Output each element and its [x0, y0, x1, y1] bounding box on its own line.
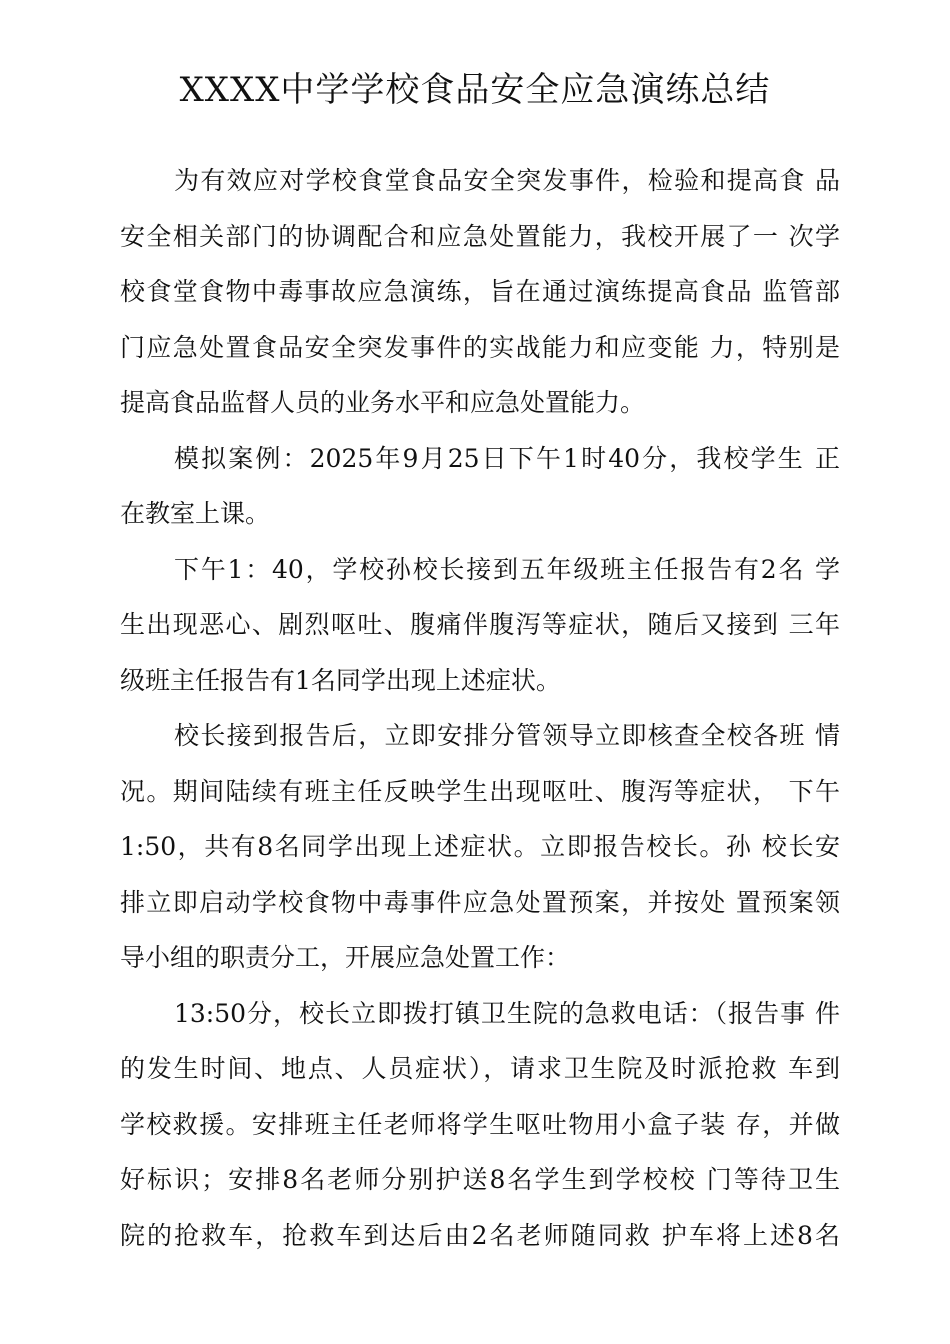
text-line: 13:50分，校长立即拨打镇卫生院的急救电话：（报告事 件 [174, 998, 840, 1028]
text-line: 院的抢救车，抢救车到达后由2名老师随同救 护车将上述8名 [120, 1220, 840, 1250]
text-line: 校长接到报告后，立即安排分管领导立即核查全校各班 情 [174, 721, 840, 750]
text-line: 1:50，共有8名同学出现上述症状。立即报告校长。孙 校长安 [120, 832, 840, 861]
text-line: 导小组的职责分工，开展应急处置工作： [120, 943, 571, 972]
paragraph-rescue [120, 986, 840, 1264]
text-line: 模拟案例：2025年9月25日下午1时40分，我校学生 正 [174, 443, 840, 473]
paragraph-response [120, 708, 840, 986]
text-line: 为有效应对学校食堂食品安全突发事件，检验和提高食 品 [174, 166, 840, 195]
document-body [120, 153, 840, 1263]
paragraph-purpose [120, 153, 840, 431]
text-line: 排立即启动学校食物中毒事件应急处置预案，并按处 置预案领 [120, 887, 840, 917]
text-line: 门应急处置食品安全突发事件的实战能力和应变能 力，特别是 [120, 332, 840, 362]
document-title: XXXX中学学校食品安全应急演练总结 [179, 70, 771, 110]
text-line: 的发生时间、地点、人员症状），请求卫生院及时派抢救 车到 [120, 1054, 840, 1083]
text-line: 下午1：40，学校孙校长接到五年级班主任报告有2名 学 [174, 554, 840, 584]
text-line: 生出现恶心、剧烈呕吐、腹痛伴腹泻等症状，随后又接到 三年 [120, 610, 840, 639]
text-line: 级班主任报告有1名同学出现上述症状。 [120, 665, 561, 695]
text-line: 提高食品监督人员的业务水平和应急处置能力。 [120, 388, 646, 417]
paragraph-case [120, 431, 840, 542]
text-line: 况。期间陆续有班主任反映学生出现呕吐、腹泻等症状， 下午 [120, 776, 840, 806]
text-line: 学校救援。安排班主任老师将学生呕吐物用小盒子装 存，并做 [120, 1109, 840, 1139]
text-line: 校食堂食物中毒事故应急演练，旨在通过演练提高食品 监管部 [120, 277, 840, 306]
paragraph-report [120, 542, 840, 709]
text-line: 在教室上课。 [120, 499, 271, 528]
text-line: 安全相关部门的协调配合和应急处置能力，我校开展了一 次学 [120, 221, 840, 251]
text-line: 好标识；安排8名老师分别护送8名学生到学校校 门等待卫生 [120, 1165, 840, 1194]
